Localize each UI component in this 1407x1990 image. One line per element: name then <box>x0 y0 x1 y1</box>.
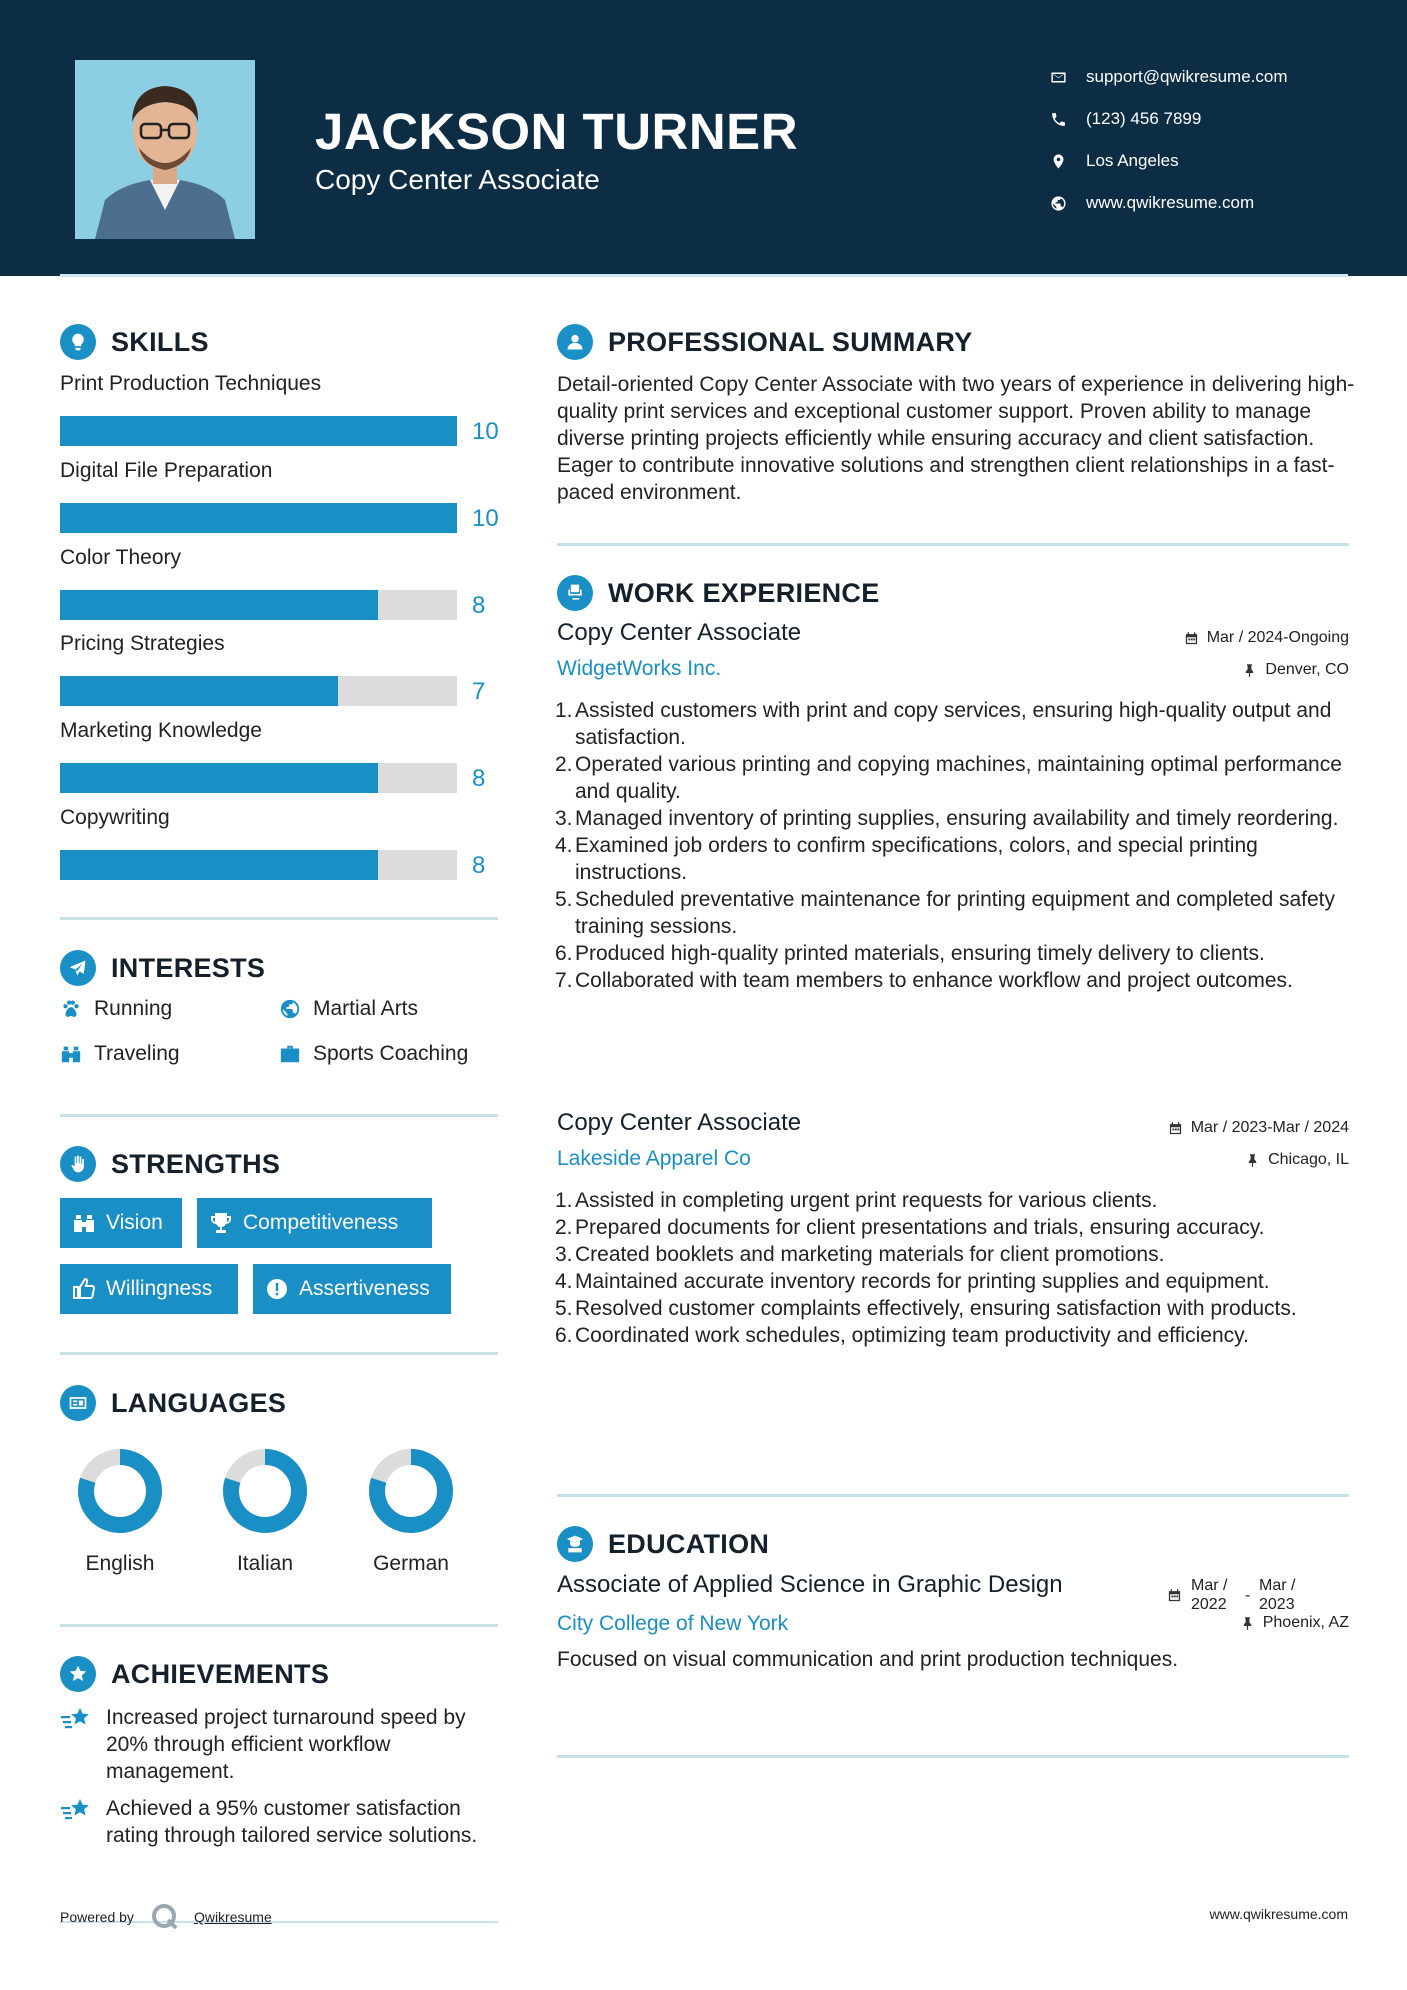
hand-icon <box>60 1146 96 1182</box>
list-item: 6. Coordinated work schedules, optimizing team productivity and efficiency. <box>555 1324 1249 1347</box>
summary-text: Detail-oriented Copy Center Associate with two years of experience in delivering high-quality print services and exceptional customer support. Proven ability to manage diverse printing projects efficiently while ensuring accuracy and client satisfaction. Eager to contribute innovative solutions and strengthen client relationships in a fast-paced environment. <box>557 373 1355 504</box>
job-role: Copy Center Associate <box>557 619 802 646</box>
strength-label: Competitiveness <box>243 1211 399 1234</box>
education-start-year: 2022 <box>1191 1596 1227 1613</box>
list-item: 3. Managed inventory of printing supplies, ensuring availability and timely reordering. <box>555 807 1339 830</box>
job-company: WidgetWorks Inc. <box>557 657 722 680</box>
shooting-star-icon <box>60 1706 92 1734</box>
languages-title: LANGUAGES <box>111 1387 287 1418</box>
map-pin-icon <box>1050 153 1086 170</box>
job-date-text: Mar / 2023-Mar / 2024 <box>1190 1119 1349 1136</box>
strength-badge <box>60 1198 182 1248</box>
education-end-year: 2023 <box>1259 1596 1295 1613</box>
skill-bar <box>60 503 457 533</box>
interest-item <box>60 997 172 1021</box>
interest-label: Sports Coaching <box>313 1042 469 1065</box>
contact-website[interactable] <box>1050 182 1288 224</box>
strength-badge <box>60 1264 238 1314</box>
bullet-text: Scheduled preventative maintenance for printing equipment and completed safety training sessions. <box>575 888 1335 938</box>
skill-item <box>60 719 500 793</box>
shooting-star-icon <box>60 1797 92 1825</box>
skill-value: 10 <box>472 505 499 532</box>
skill-item <box>60 806 500 880</box>
experience-title: WORK EXPERIENCE <box>608 577 880 608</box>
language-label: English <box>85 1552 155 1575</box>
interest-item <box>60 1042 180 1066</box>
interests-heading <box>60 950 265 986</box>
bullet-text: Managed inventory of printing supplies, ensuring availability and timely reordering. <box>575 807 1339 830</box>
skill-name: Color Theory <box>60 546 181 569</box>
contact-email-text: support@qwikresume.com <box>1086 67 1288 86</box>
strengths-title: STRENGTHS <box>111 1148 281 1179</box>
bullet-text: Assisted in completing urgent print requests for various clients. <box>575 1189 1158 1212</box>
contact-location <box>1050 140 1288 182</box>
education-title: EDUCATION <box>608 1528 770 1559</box>
list-item: 1. Assisted customers with print and copy services, ensuring high-quality output and satisfaction. <box>555 699 1332 749</box>
lightbulb-icon <box>60 324 96 360</box>
education-school: City College of New York <box>557 1612 789 1635</box>
list-item: 7. Collaborated with team members to enhance workflow and project outcomes. <box>555 969 1293 992</box>
achievement-item <box>60 1704 500 1785</box>
skills-title: SKILLS <box>111 326 209 357</box>
bullet-text: Operated various printing and copying machines, maintaining optimal performance and quality. <box>575 753 1342 803</box>
section-divider <box>60 1352 498 1355</box>
footer-url[interactable]: www.qwikresume.com <box>1209 1906 1348 1922</box>
bullet-text: Created booklets and marketing materials for client promotions. <box>575 1243 1165 1266</box>
skill-bar-fill <box>60 590 378 620</box>
brand-link[interactable]: Qwikresume <box>193 1909 272 1925</box>
interest-label: Running <box>94 997 173 1020</box>
education-end-month: Mar / <box>1259 1577 1296 1594</box>
language-label: Italian <box>236 1552 294 1575</box>
section-divider <box>557 1755 1349 1758</box>
skill-bar-fill <box>60 503 457 533</box>
candidate-name: JACKSON TURNER <box>315 103 799 160</box>
user-icon <box>557 324 593 360</box>
job-date <box>1168 1119 1349 1137</box>
list-item: 2. Operated various printing and copying machines, maintaining optimal performance and quality. <box>555 753 1342 803</box>
education-start-month: Mar / <box>1191 1577 1228 1594</box>
job-company: Lakeside Apparel Co <box>557 1147 751 1170</box>
pushpin-icon <box>1245 1153 1260 1168</box>
job-date-text: Mar / 2024-Ongoing <box>1206 629 1349 646</box>
office-chair-icon <box>557 575 593 611</box>
interest-item <box>279 1042 468 1066</box>
section-divider <box>557 543 1349 546</box>
skill-bar <box>60 590 457 620</box>
envelope-icon <box>1050 69 1086 86</box>
strength-label: Assertiveness <box>299 1277 430 1300</box>
pushpin-icon <box>1240 1616 1255 1631</box>
powered-by-label: Powered by <box>60 1909 134 1925</box>
skill-item <box>60 632 500 706</box>
achievements-heading <box>60 1656 329 1692</box>
skill-item <box>60 546 500 620</box>
candidate-title: Copy Center Associate <box>315 164 600 195</box>
paper-plane-icon <box>60 950 96 986</box>
contact-location-text: Los Angeles <box>1086 151 1179 170</box>
skill-name: Marketing Knowledge <box>60 719 262 742</box>
header-divider <box>60 274 1348 277</box>
job-bullets <box>557 697 1349 994</box>
list-item: 5. Scheduled preventative maintenance for printing equipment and completed safety training sessions. <box>555 888 1335 938</box>
bullet-text: Coordinated work schedules, optimizing team productivity and efficiency. <box>575 1324 1249 1347</box>
education-date <box>1167 1576 1309 1614</box>
profile-photo <box>75 60 255 239</box>
summary-heading <box>557 324 973 360</box>
powered-by <box>60 1902 272 1932</box>
exclamation-icon <box>265 1277 289 1301</box>
globe-icon <box>1050 195 1086 212</box>
language-card-icon <box>60 1385 96 1421</box>
star-badge-icon <box>60 1656 96 1692</box>
strength-label: Vision <box>106 1211 163 1234</box>
languages-heading <box>60 1385 286 1421</box>
achievement-item <box>60 1795 500 1849</box>
thumbs-up-icon <box>72 1277 96 1301</box>
language-ring <box>368 1448 454 1534</box>
list-item: 3. Created booklets and marketing materials for client promotions. <box>555 1243 1165 1266</box>
contact-email[interactable] <box>1050 56 1288 98</box>
calendar-icon <box>1167 1588 1182 1603</box>
job-entry <box>557 1109 1349 1349</box>
strength-badge <box>253 1264 451 1314</box>
job-role: Copy Center Associate <box>557 1109 802 1136</box>
skill-item <box>60 372 500 446</box>
list-item: 1. Assisted in completing urgent print requests for various clients. <box>555 1189 1158 1212</box>
contact-phone[interactable] <box>1050 98 1288 140</box>
bullet-text: Resolved customer complaints effectively, ensuring satisfaction with products. <box>575 1297 1297 1320</box>
bullet-text: Prepared documents for client presentations and trials, ensuring accuracy. <box>575 1216 1265 1239</box>
list-item: 4. Examined job orders to confirm specifications, colors, and special printing instructions. <box>555 834 1258 884</box>
bullet-text: Examined job orders to confirm specifications, colors, and special printing instructions. <box>575 834 1258 884</box>
section-divider <box>60 917 498 920</box>
job-location <box>1242 661 1349 679</box>
education-location-text: Phoenix, AZ <box>1262 1614 1349 1631</box>
skill-bar <box>60 850 457 880</box>
graduate-icon <box>557 1526 593 1562</box>
education-degree: Associate of Applied Science in Graphic Design <box>557 1571 1063 1598</box>
language-ring <box>77 1448 163 1534</box>
bullet-text: Assisted customers with print and copy services, ensuring high-quality output and satisfaction. <box>575 699 1332 749</box>
skill-value: 7 <box>472 678 486 705</box>
section-divider <box>557 1494 1349 1497</box>
language-item <box>336 1448 486 1576</box>
education-entry <box>557 1570 1349 1672</box>
calendar-icon <box>1184 631 1199 646</box>
calendar-icon <box>1168 1121 1183 1136</box>
skill-value: 10 <box>472 418 499 445</box>
job-entry <box>557 619 1349 994</box>
skill-name: Digital File Preparation <box>60 459 273 482</box>
briefcase-icon <box>279 1043 301 1065</box>
skill-bar <box>60 416 457 446</box>
language-item <box>190 1448 340 1576</box>
strength-badge <box>197 1198 432 1248</box>
language-ring <box>222 1448 308 1534</box>
skill-bar-fill <box>60 763 378 793</box>
binoculars-icon <box>72 1211 96 1235</box>
list-item: 6. Produced high-quality printed materials, ensuring timely delivery to clients. <box>555 942 1265 965</box>
skill-value: 8 <box>472 852 486 879</box>
pushpin-icon <box>1242 663 1257 678</box>
skill-bar <box>60 676 457 706</box>
section-divider <box>60 1114 498 1117</box>
binoculars-icon <box>60 1043 82 1065</box>
contact-website-text: www.qwikresume.com <box>1086 193 1255 212</box>
language-label: German <box>373 1552 449 1575</box>
list-item: 4. Maintained accurate inventory records for printing supplies and equipment. <box>555 1270 1270 1293</box>
qwikresume-logo-icon <box>150 1902 180 1932</box>
contact-list <box>1050 56 1288 224</box>
globe-icon <box>279 998 301 1020</box>
skills-heading <box>60 324 209 360</box>
job-bullets <box>557 1187 1349 1349</box>
job-date <box>1184 629 1349 647</box>
job-location-text: Chicago, IL <box>1268 1151 1349 1168</box>
trophy-icon <box>209 1211 233 1235</box>
interest-item <box>279 997 418 1021</box>
skill-item <box>60 459 500 533</box>
education-description: Focused on visual communication and print production techniques. <box>557 1648 1179 1671</box>
interests-title: INTERESTS <box>111 952 266 983</box>
skill-bar <box>60 763 457 793</box>
education-date-separator: - <box>1245 1587 1251 1604</box>
experience-heading <box>557 575 880 611</box>
bullet-text: Collaborated with team members to enhance workflow and project outcomes. <box>575 969 1293 992</box>
achievements-title: ACHIEVEMENTS <box>111 1658 330 1689</box>
skill-name: Print Production Techniques <box>60 372 322 395</box>
job-location-text: Denver, CO <box>1265 661 1349 678</box>
job-location <box>1245 1151 1349 1169</box>
resume-header <box>0 0 1407 276</box>
bullet-text: Maintained accurate inventory records for printing supplies and equipment. <box>575 1270 1270 1293</box>
skill-value: 8 <box>472 765 486 792</box>
section-divider <box>60 1624 498 1627</box>
skill-bar-fill <box>60 676 338 706</box>
interest-label: Traveling <box>94 1042 180 1065</box>
contact-phone-text: (123) 456 7899 <box>1086 109 1202 128</box>
achievement-text: Achieved a 95% customer satisfaction rating through tailored service solutions. <box>106 1797 478 1847</box>
achievement-text: Increased project turnaround speed by 20% through efficient workflow management. <box>106 1706 466 1783</box>
skill-bar-fill <box>60 416 457 446</box>
education-heading <box>557 1526 769 1562</box>
list-item: 2. Prepared documents for client presentations and trials, ensuring accuracy. <box>555 1216 1265 1239</box>
summary-title: PROFESSIONAL SUMMARY <box>608 326 973 357</box>
person-portrait-icon <box>75 60 255 239</box>
skill-value: 8 <box>472 592 486 619</box>
language-item <box>45 1448 195 1576</box>
interest-label: Martial Arts <box>313 997 419 1020</box>
skill-name: Copywriting <box>60 806 170 829</box>
education-location <box>1240 1614 1349 1632</box>
strength-label: Willingness <box>106 1277 213 1300</box>
strengths-heading <box>60 1146 280 1182</box>
list-item: 5. Resolved customer complaints effectively, ensuring satisfaction with products. <box>555 1297 1297 1320</box>
skill-bar-fill <box>60 850 378 880</box>
skill-name: Pricing Strategies <box>60 632 225 655</box>
phone-icon <box>1050 111 1086 128</box>
bullet-text: Produced high-quality printed materials, ensuring timely delivery to clients. <box>575 942 1265 965</box>
paw-icon <box>60 998 82 1020</box>
